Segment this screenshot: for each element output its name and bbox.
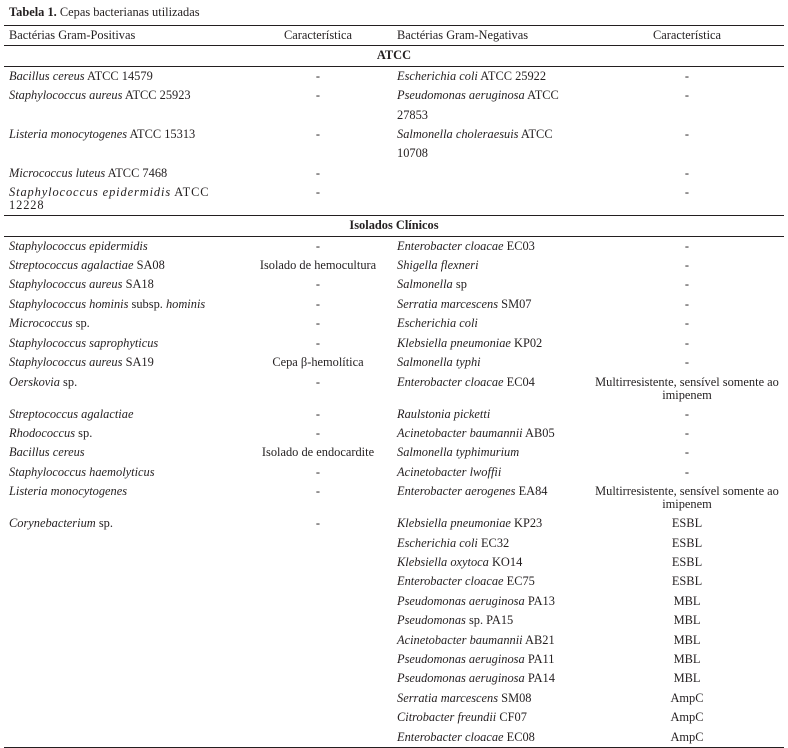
- strain-id: sp.: [98, 516, 113, 531]
- gram-negative-cell: [392, 553, 590, 572]
- gram-negative-characteristic: MBL: [673, 613, 701, 628]
- species-name: Corynebacterium: [9, 516, 96, 531]
- gram-positive-cell: [4, 611, 244, 630]
- gram-positive-characteristic: -: [315, 335, 321, 350]
- table-row: [4, 86, 784, 125]
- gram-positive-characteristic: [244, 650, 392, 669]
- gram-negative-characteristic: MBL: [673, 632, 701, 647]
- gram-positive-cell: [4, 514, 244, 533]
- species-name: Staphylococcus aureus: [9, 88, 123, 103]
- gram-positive-cell: [4, 314, 244, 333]
- species-name: Oerskovia: [9, 374, 60, 389]
- gram-negative-characteristic: ESBL: [671, 516, 703, 531]
- species-name: Bacillus cereus: [9, 445, 85, 460]
- species-name: Bacillus cereus: [9, 68, 85, 83]
- gram-negative-cell: [392, 424, 590, 443]
- header-gram-negative: Bactérias Gram-Negativas: [397, 28, 529, 42]
- gram-negative-cell: [392, 236, 590, 256]
- species-name: Staphylococcus aureus: [9, 277, 123, 292]
- gram-positive-characteristic: Cepa β-hemolítica: [272, 355, 364, 370]
- gram-negative-cell: [392, 592, 590, 611]
- gram-positive-characteristic: [244, 611, 392, 630]
- table-row: [4, 314, 784, 333]
- table-body: [4, 46, 784, 748]
- gram-negative-characteristic: ESBL: [671, 535, 703, 550]
- gram-negative-cell: [392, 443, 590, 462]
- strain-id: EC03: [506, 238, 535, 253]
- species-name: Micrococcus: [9, 316, 73, 331]
- table-row: [4, 353, 784, 372]
- species-name: Escherichia coli: [397, 535, 478, 550]
- table-row: [4, 164, 784, 183]
- gram-positive-characteristic: -: [315, 88, 321, 103]
- table-label: Tabela 1.: [9, 5, 57, 19]
- gram-negative-characteristic: -: [684, 296, 690, 311]
- gram-negative-cell: [392, 463, 590, 482]
- table-row: [4, 66, 784, 86]
- table-row: [4, 256, 784, 275]
- gram-positive-characteristic: [244, 534, 392, 553]
- gram-positive-cell: [4, 373, 244, 405]
- species-name: Pseudomonas aeruginosa: [397, 671, 525, 686]
- table-row: [4, 443, 784, 462]
- gram-negative-characteristic: Multirresistente, sensível somente ao imipenem: [595, 374, 779, 402]
- gram-negative-characteristic: -: [684, 185, 690, 200]
- table-row: [4, 572, 784, 591]
- gram-negative-characteristic: -: [684, 464, 690, 479]
- table-row: [4, 689, 784, 708]
- strain-id: sp. PA15: [468, 613, 514, 628]
- section-header-row: [4, 46, 784, 66]
- gram-positive-cell: [4, 689, 244, 708]
- gram-positive-cell: [4, 708, 244, 727]
- gram-positive-characteristic: -: [315, 127, 321, 142]
- species-name: Klebsiella oxytoca: [397, 554, 489, 569]
- gram-negative-cell: [392, 514, 590, 533]
- gram-positive-characteristic: -: [315, 374, 321, 389]
- species-name: Salmonella typhimurium: [397, 445, 520, 460]
- gram-positive-cell: [4, 424, 244, 443]
- species-name: Enterobacter cloacae: [397, 729, 504, 744]
- gram-positive-characteristic: [244, 572, 392, 591]
- table-row: [4, 669, 784, 688]
- gram-positive-cell: [4, 650, 244, 669]
- species-name: Pseudomonas aeruginosa: [397, 593, 525, 608]
- strain-id: ATCC 25923: [124, 88, 191, 103]
- table-row: [4, 424, 784, 443]
- gram-positive-characteristic: [244, 708, 392, 727]
- strain-id: CF07: [499, 710, 527, 725]
- table-row: [4, 183, 784, 216]
- gram-positive-characteristic: -: [315, 406, 321, 421]
- gram-positive-cell: [4, 275, 244, 294]
- strain-id: PA14: [527, 671, 555, 686]
- species-name: Citrobacter freundii: [397, 710, 497, 725]
- gram-positive-cell: [4, 669, 244, 688]
- species-name: Rhodococcus: [9, 425, 76, 440]
- strain-id: subsp.: [131, 296, 163, 311]
- species-name: Klebsiella pneumoniae: [397, 516, 511, 531]
- gram-positive-characteristic: -: [315, 296, 321, 311]
- gram-positive-characteristic: -: [315, 185, 321, 200]
- strain-id: AB21: [525, 632, 555, 647]
- gram-positive-cell: [4, 482, 244, 514]
- strain-id: sp: [455, 277, 467, 292]
- strain-id: PA13: [527, 593, 555, 608]
- gram-positive-cell: [4, 295, 244, 314]
- strain-id: SM08: [501, 690, 532, 705]
- gram-negative-cell: [392, 183, 590, 216]
- gram-positive-cell: [4, 405, 244, 424]
- species-name: Staphylococcus aureus: [9, 355, 123, 370]
- gram-positive-characteristic: -: [315, 516, 321, 531]
- strain-id: sp.: [63, 374, 78, 389]
- species-name: Salmonella choleraesuis: [397, 127, 519, 142]
- table-row: [4, 463, 784, 482]
- header-gram-positive: Bactérias Gram-Positivas: [9, 28, 136, 42]
- species-name: Acinetobacter baumannii: [397, 632, 523, 647]
- table-row: [4, 611, 784, 630]
- gram-negative-characteristic: -: [684, 335, 690, 350]
- gram-positive-cell: [4, 353, 244, 372]
- strain-id: ATCC 14579: [87, 68, 153, 83]
- gram-negative-cell: [392, 689, 590, 708]
- strain-id: SA19: [125, 355, 154, 370]
- strain-id: KP02: [514, 335, 543, 350]
- gram-positive-characteristic: [244, 728, 392, 748]
- section-header-row: [4, 216, 784, 236]
- species-name: Enterobacter cloacae: [397, 238, 504, 253]
- species-name: Escherichia coli: [397, 68, 478, 83]
- gram-positive-cell: [4, 125, 244, 164]
- gram-positive-cell: [4, 66, 244, 86]
- species-name: Serratia marcescens: [397, 296, 499, 311]
- species-name: Acinetobacter baumannii: [397, 425, 523, 440]
- gram-negative-characteristic: MBL: [673, 651, 701, 666]
- gram-positive-characteristic: [244, 592, 392, 611]
- table-row: [4, 728, 784, 748]
- table-row: [4, 650, 784, 669]
- gram-negative-cell: [392, 405, 590, 424]
- gram-negative-characteristic: -: [684, 277, 690, 292]
- section-title: Isolados Clínicos: [349, 218, 439, 233]
- strain-id: ATCC 10708: [397, 127, 553, 161]
- species-name: Salmonella typhi: [397, 355, 481, 370]
- table-row: [4, 405, 784, 424]
- species-name: Listeria monocytogenes: [9, 484, 128, 499]
- species-name: Staphylococcus epidermidis: [9, 238, 148, 253]
- species-name: Shigella flexneri: [397, 258, 479, 273]
- gram-positive-cell: [4, 553, 244, 572]
- species-name: Enterobacter cloacae: [397, 374, 504, 389]
- gram-negative-cell: [392, 275, 590, 294]
- strain-id: AB05: [525, 425, 555, 440]
- gram-negative-characteristic: ESBL: [671, 574, 703, 589]
- gram-positive-characteristic: -: [315, 464, 321, 479]
- gram-negative-cell: [392, 482, 590, 514]
- gram-positive-characteristic: Isolado de endocardite: [261, 445, 375, 460]
- gram-positive-cell: [4, 86, 244, 125]
- species-name: Klebsiella pneumoniae: [397, 335, 511, 350]
- gram-negative-characteristic: -: [684, 406, 690, 421]
- gram-negative-characteristic: MBL: [673, 593, 701, 608]
- gram-negative-cell: [392, 611, 590, 630]
- gram-negative-characteristic: AmpC: [670, 690, 704, 705]
- table-row: [4, 125, 784, 164]
- strain-id: ATCC 15313: [129, 127, 196, 142]
- species-name: Staphylococcus saprophyticus: [9, 335, 159, 350]
- gram-positive-cell: [4, 164, 244, 183]
- gram-positive-characteristic: Isolado de hemocultura: [259, 258, 377, 273]
- gram-positive-characteristic: [244, 669, 392, 688]
- gram-positive-cell: [4, 728, 244, 748]
- strain-id: PA11: [527, 651, 555, 666]
- gram-negative-cell: [392, 669, 590, 688]
- gram-negative-characteristic: -: [684, 316, 690, 331]
- gram-negative-characteristic: Multirresistente, sensível somente ao imipenem: [595, 484, 779, 512]
- table-row: [4, 236, 784, 256]
- gram-negative-cell: [392, 353, 590, 372]
- strain-id: EC75: [506, 574, 535, 589]
- gram-negative-characteristic: -: [684, 68, 690, 83]
- gram-negative-cell: [392, 164, 590, 183]
- gram-negative-cell: [392, 256, 590, 275]
- gram-positive-characteristic: -: [315, 165, 321, 180]
- gram-positive-cell: [4, 236, 244, 256]
- gram-negative-cell: [392, 650, 590, 669]
- strain-id: sp.: [75, 316, 90, 331]
- species-name: Escherichia coli: [397, 316, 478, 331]
- gram-positive-characteristic: -: [315, 425, 321, 440]
- gram-negative-characteristic: -: [684, 127, 690, 142]
- gram-negative-characteristic: -: [684, 258, 690, 273]
- gram-negative-cell: [392, 373, 590, 405]
- species-name: Micrococcus luteus: [9, 165, 106, 180]
- strain-id: ATCC 7468: [107, 165, 168, 180]
- gram-positive-characteristic: -: [315, 316, 321, 331]
- gram-negative-characteristic: -: [684, 88, 690, 103]
- bacterial-strains-table: [4, 25, 784, 748]
- gram-positive-characteristic: [244, 689, 392, 708]
- table-row: [4, 708, 784, 727]
- table-row: [4, 482, 784, 514]
- gram-positive-cell: [4, 334, 244, 353]
- species-name: Raulstonia picketti: [397, 406, 491, 421]
- strain-id: SM07: [501, 296, 532, 311]
- table-row: [4, 553, 784, 572]
- gram-positive-characteristic: [244, 631, 392, 650]
- gram-positive-characteristic: -: [315, 484, 321, 499]
- subspecies-name: hominis: [165, 296, 206, 311]
- header-characteristic-negative: Característica: [652, 28, 722, 42]
- gram-positive-cell: [4, 256, 244, 275]
- gram-negative-cell: [392, 708, 590, 727]
- strain-id: SA18: [125, 277, 154, 292]
- species-name: Enterobacter cloacae: [397, 574, 504, 589]
- table-caption: [9, 5, 200, 20]
- strain-id: ATCC 12228: [9, 185, 210, 213]
- gram-negative-cell: [392, 534, 590, 553]
- strain-id: KO14: [491, 554, 523, 569]
- gram-positive-cell: [4, 443, 244, 462]
- gram-negative-cell: [392, 334, 590, 353]
- table-row: [4, 334, 784, 353]
- gram-negative-characteristic: ESBL: [671, 554, 703, 569]
- gram-positive-characteristic: [244, 553, 392, 572]
- species-name: Staphylococcus epidermidis: [9, 185, 172, 200]
- header-row: [4, 26, 784, 46]
- table-title: Cepas bacterianas utilizadas: [59, 5, 200, 19]
- gram-negative-cell: [392, 631, 590, 650]
- gram-positive-characteristic: -: [315, 277, 321, 292]
- species-name: Listeria monocytogenes: [9, 127, 128, 142]
- species-name: Acinetobacter lwoffii: [397, 464, 502, 479]
- strain-id: EC04: [506, 374, 535, 389]
- strain-id: KP23: [514, 516, 543, 531]
- gram-negative-characteristic: MBL: [673, 671, 701, 686]
- gram-positive-characteristic: -: [315, 68, 321, 83]
- species-name: Salmonella: [397, 277, 453, 292]
- table-row: [4, 295, 784, 314]
- species-name: Pseudomonas aeruginosa: [397, 651, 525, 666]
- gram-negative-characteristic: -: [684, 165, 690, 180]
- table-row: [4, 514, 784, 533]
- header-characteristic-positive: Característica: [283, 28, 353, 42]
- gram-negative-characteristic: -: [684, 355, 690, 370]
- section-title: ATCC: [376, 48, 412, 63]
- species-name: Serratia marcescens: [397, 690, 499, 705]
- species-name: Streptococcus agalactiae: [9, 258, 134, 273]
- table-row: [4, 534, 784, 553]
- gram-negative-characteristic: AmpC: [670, 710, 704, 725]
- gram-positive-cell: [4, 592, 244, 611]
- table-row: [4, 373, 784, 405]
- gram-negative-cell: [392, 572, 590, 591]
- species-name: Streptococcus agalactiae: [9, 406, 134, 421]
- gram-negative-cell: [392, 86, 590, 125]
- gram-negative-cell: [392, 295, 590, 314]
- gram-positive-cell: [4, 534, 244, 553]
- gram-positive-cell: [4, 463, 244, 482]
- strain-id: ATCC 25922: [480, 68, 547, 83]
- strain-id: SA08: [136, 258, 165, 273]
- species-name: Staphylococcus hominis: [9, 296, 129, 311]
- species-name: Enterobacter aerogenes: [397, 484, 516, 499]
- table-row: [4, 631, 784, 650]
- strain-id: EC32: [480, 535, 510, 550]
- gram-positive-cell: [4, 572, 244, 591]
- gram-negative-cell: [392, 314, 590, 333]
- species-name: Pseudomonas aeruginosa: [397, 88, 525, 103]
- gram-negative-cell: [392, 728, 590, 748]
- gram-positive-cell: [4, 631, 244, 650]
- gram-negative-characteristic: -: [684, 445, 690, 460]
- gram-negative-characteristic: AmpC: [670, 729, 704, 744]
- gram-negative-characteristic: -: [684, 238, 690, 253]
- species-name: Staphylococcus haemolyticus: [9, 464, 155, 479]
- strain-id: ATCC 27853: [397, 88, 559, 122]
- strain-id: EA84: [518, 484, 548, 499]
- table-row: [4, 592, 784, 611]
- species-name: Pseudomonas: [397, 613, 466, 628]
- strain-id: EC08: [506, 729, 535, 744]
- gram-negative-cell: [392, 125, 590, 164]
- table-row: [4, 275, 784, 294]
- gram-negative-characteristic: -: [684, 425, 690, 440]
- gram-positive-cell: [4, 183, 244, 216]
- strain-id: sp.: [78, 425, 93, 440]
- gram-negative-cell: [392, 66, 590, 86]
- gram-positive-characteristic: -: [315, 238, 321, 253]
